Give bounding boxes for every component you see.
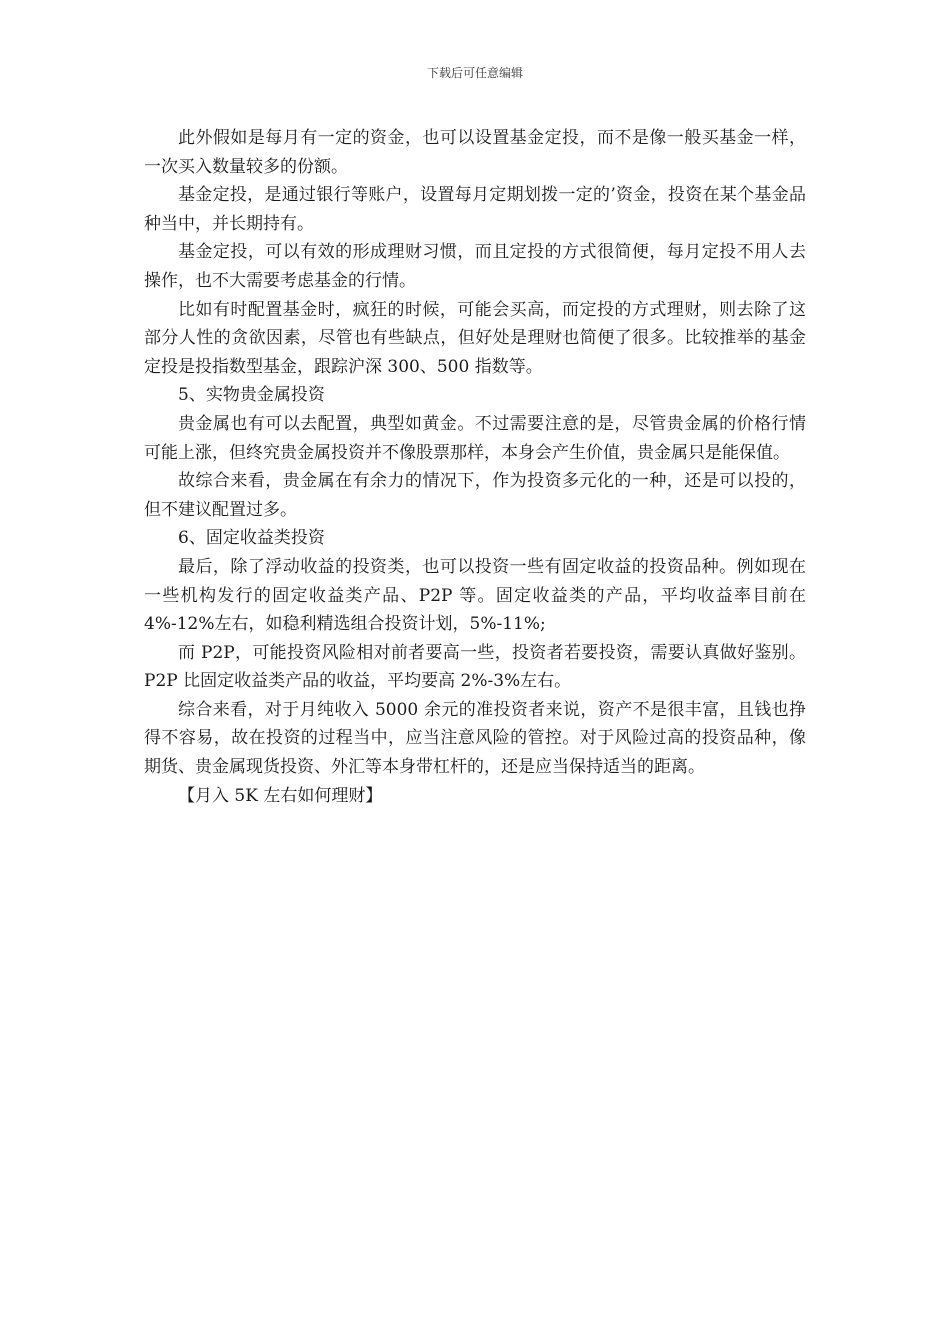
paragraph-fund-investment-benefit: 比如有时配置基金时，疯狂的时候，可能会买高，而定投的方式理财，则去除了这部分人性的贪欲因素，尽管也有些缺点，但好处是理财也简便了很多。比较推举的基金定投是投指数型基金，跟踪沪深 300、500 指数等。 — [144, 299, 806, 377]
paragraph-precious-metals-config: 贵金属也有可以去配置，典型如黄金。不过需要注意的是，尽管贵金属的价格行情可能上涨，但终究贵金属投资并不像股票那样，本身会产生价值，贵金属只是能保值。 — [144, 413, 806, 463]
document-body — [144, 124, 806, 810]
page-header: 下载后可任意编辑 — [426, 66, 523, 80]
section-heading-monthly-5k: 【月入 5K 左右如何理财】 — [178, 785, 383, 806]
section-heading-precious-metals: 5、实物贵金属投资 — [178, 385, 325, 406]
paragraph-fund-investment-habit: 基金定投，可以有效的形成理财习惯，而且定投的方式很简便，每月定投不用人去操作，也不大需要考虑基金的行情。 — [144, 242, 806, 291]
paragraph-conclusion: 综合来看，对于月纯收入 5000 余元的准投资者来说，资产不是很丰富，且钱也挣得不容易，故在投资的过程当中，应当注意风险的管控。对于风险过高的投资品种，像期货、贵金属现货投资、外汇等本身带杠杆的，还是应当保持适当的距离。 — [144, 699, 806, 778]
paragraph-precious-metals-summary: 故综合来看，贵金属在有余力的情况下，作为投资多元化的一种，还是可以投的，但不建议配置过多。 — [144, 471, 806, 520]
paragraph-fund-investment-definition: 基金定投，是通过银行等账户，设置每月定期划拨一定的’资金，投资在某个基金品种当中，并长期持有。 — [144, 185, 806, 234]
section-heading-fixed-income: 6、固定收益类投资 — [178, 528, 325, 549]
paragraph-fixed-income-products: 最后，除了浮动收益的投资类，也可以投资一些有固定收益的投资品种。例如现在一些机构发行的固定收益类产品、P2P 等。固定收益类的产品，平均收益率目前在 4%-12%左右，如稳利精选组合投资计划，5%-11%; — [144, 556, 806, 635]
paragraph-p2p: 而 P2P，可能投资风险相对前者要高一些，投资者若要投资，需要认真做好鉴别。P2P 比固定收益类产品的收益，平均要高 2%-3%左右。 — [144, 642, 806, 692]
paragraph-fund-investment-intro: 此外假如是每月有一定的资金，也可以设置基金定投，而不是像一般买基金一样，一次买入数量较多的份额。 — [144, 128, 806, 177]
